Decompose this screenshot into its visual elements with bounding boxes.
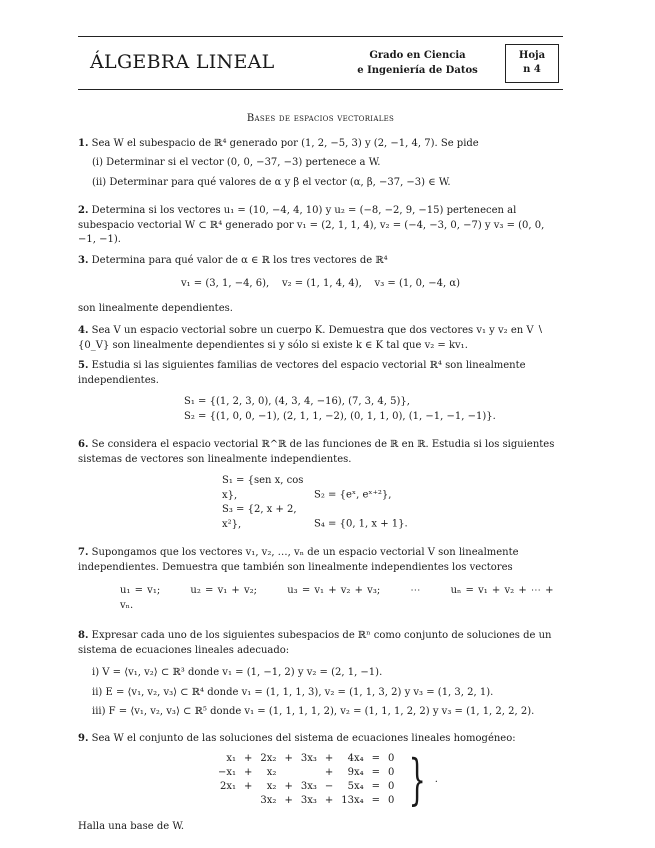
equation-row: [214, 752, 398, 766]
exercise-text: Expresar cada uno de los siguientes subespacios de ℝⁿ como conjunto de soluciones de un sistema de ecuaciones lineales adecuado:: [78, 630, 552, 656]
equation-term: +: [244, 753, 253, 764]
exercise-number: 4.: [78, 325, 89, 336]
equation-term: 3x₃: [300, 781, 317, 792]
exercise-text: Sea V un espacio vectorial sobre un cuerpo K. Demuestra que dos vectores v₁ y v₂ en V ∖ {0_V} son linealmente dependientes si y sólo si existe k ∈ K tal que v₂ = kv₁.: [78, 325, 544, 351]
exercise-number: 3.: [78, 254, 89, 266]
degree-name: [330, 48, 505, 78]
equation-term: 0: [388, 753, 395, 764]
equation-term: +: [244, 767, 253, 778]
right-brace: }: [408, 748, 427, 811]
sheet-number-box: [505, 44, 559, 83]
exercise-text: Se considera el espacio vectorial ℝ^ℝ de las funciones de ℝ en ℝ. Estudia si los siguientes sistemas de vectores son linealmente independientes.: [78, 439, 555, 465]
equation-term: 3x₃: [300, 753, 317, 764]
exercise-6-s4: S₄ = {0, 1, x + 1}.: [314, 518, 408, 530]
vector-u3: u₃ = v₁ + v₂ + v₃;: [287, 585, 381, 596]
sheet-line-1: Hoja: [518, 49, 546, 61]
header-rule: [78, 89, 563, 90]
header: [78, 37, 563, 89]
equations-table: [214, 752, 398, 808]
equation-term: 3x₃: [300, 795, 317, 806]
exercise-number: 5.: [78, 360, 89, 371]
exercise-1: [78, 137, 563, 152]
exercise-text: Determina para qué valor de α ∈ ℝ los tres vectores de ℝ⁴: [91, 254, 388, 266]
equation-term: +: [244, 781, 253, 792]
exercise-number: 6.: [78, 439, 89, 450]
equation-term: +: [284, 795, 293, 806]
exercise-8-part-ii: ii) E = ⟨v₁, v₂, v₃⟩ ⊂ ℝ⁴ donde v₁ = (1, 1, 1, 3), v₂ = (1, 1, 3, 2) y v₃ = (1, 3, 2, 1).: [92, 686, 494, 698]
equation-term: x₂: [266, 781, 277, 792]
equation-term: =: [371, 781, 380, 792]
equation-term: +: [324, 767, 334, 778]
exercise-text: Sea W el conjunto de las soluciones del sistema de ecuaciones lineales homogéneo:: [91, 732, 516, 744]
equation-term: 13x₄: [341, 795, 364, 806]
exercise-8-part-iii: iii) F = ⟨v₁, v₂, v₃⟩ ⊂ ℝ⁵ donde v₁ = (1, 1, 1, 1, 2), v₂ = (1, 1, 1, 2, 2) y v₃ = (1, 1, 2, 2, 2).: [92, 706, 535, 717]
exercise-9: [78, 732, 563, 747]
equation-term: x₂: [266, 767, 277, 778]
equation-term: 0: [388, 795, 395, 806]
linear-system: [214, 748, 563, 811]
exercise-5-s2: S₂ = {(1, 0, 0, −1), (2, 1, 1, −2), (0, 1, 1, 0), (1, −1, −1, −1)}.: [184, 410, 496, 422]
equation-term: +: [324, 753, 334, 764]
equation-term: [240, 794, 256, 808]
equation-term: +: [284, 753, 293, 764]
exercise-6-row-2: [222, 503, 563, 532]
exercise-number: 1.: [78, 137, 89, 149]
exercise-text: Supongamos que los vectores v₁, v₂, …, vₙ de un espacio vectorial V son linealmente independientes. Demuestra que también son linealmente independientes los vectores: [78, 547, 519, 573]
exercise-5: [78, 359, 563, 388]
exercise-3: [78, 254, 563, 269]
exercise-6-s1: S₁ = {sen x, cos x},: [222, 475, 304, 501]
exercise-text: Sea W el subespacio de ℝ⁴ generado por (1, 2, −5, 3) y (2, −1, 4, 7). Se pide: [91, 137, 479, 149]
course-title: ÁLGEBRA LINEAL: [90, 51, 275, 74]
equation-term: 5x₄: [347, 781, 364, 792]
equation-term: 3x₂: [260, 795, 277, 806]
exercise-3-conclusion: son linealmente dependientes.: [78, 302, 233, 314]
system-period: .: [434, 773, 438, 785]
equation-term: +: [284, 781, 293, 792]
degree-line-2: e Ingeniería de Datos: [357, 65, 478, 76]
equation-term: 2x₂: [260, 753, 277, 764]
equation-term: =: [371, 767, 380, 778]
equation-row: [214, 780, 398, 794]
equation-term: x₁: [226, 753, 237, 764]
exercise-7: [78, 546, 563, 575]
exercise-number: 2.: [78, 205, 89, 216]
equation-term: −x₁: [218, 767, 237, 778]
exercise-3-vectors: v₁ = (3, 1, −4, 6), v₂ = (1, 1, 4, 4), v₃ = (1, 0, −4, α): [180, 278, 461, 289]
exercise-5-s1: S₁ = {(1, 2, 3, 0), (4, 3, 4, −16), (7, 3, 4, 5)},: [184, 396, 410, 407]
equation-term: =: [371, 753, 380, 764]
equation-row: [214, 794, 398, 808]
vector-u1: u₁ = v₁;: [120, 585, 161, 596]
equation-term: 0: [388, 781, 395, 792]
exercise-6: [78, 438, 563, 467]
degree-line-1: Grado en Ciencia: [369, 50, 466, 61]
exercise-7-vectors: [120, 584, 563, 613]
exercise-number: 7.: [78, 547, 89, 558]
exercise-2: [78, 204, 563, 248]
section-title: Bases de espacios vectoriales: [246, 113, 395, 124]
exercise-6-s2: S₂ = {eˣ, eˣ⁺²},: [314, 489, 392, 501]
exercise-8: [78, 629, 563, 658]
equation-term: [214, 794, 240, 808]
equation-term: 4x₄: [347, 753, 364, 764]
ellipsis: ⋯: [410, 585, 421, 596]
equation-row: [214, 766, 398, 780]
sheet-line-2: n 4: [523, 64, 541, 75]
equation-term: 0: [388, 767, 395, 778]
exercise-6-s3: S₃ = {2, x + 2, x²},: [222, 504, 297, 530]
equation-term: 9x₄: [347, 767, 364, 778]
equation-term: −: [324, 781, 334, 792]
exercise-text: Determina si los vectores u₁ = (10, −4, 4, 10) y u₂ = (−8, −2, 9, −15) pertenecen al subespacio vectorial W ⊂ ℝ⁴ generado por v₁ = (2, 1, 1, 4), v₂ = (−4, −3, 0, −7) y v₃ = (0, 0, −1, −1).: [78, 205, 545, 245]
vector-u2: u₂ = v₁ + v₂;: [190, 585, 258, 596]
exercise-1-part-i: (i) Determinar si el vector (0, 0, −37, −3) pertenece a W.: [92, 157, 381, 168]
exercise-8-part-i: i) V = ⟨v₁, v₂⟩ ⊂ ℝ³ donde v₁ = (1, −1, 2) y v₂ = (2, 1, −1).: [92, 667, 383, 678]
exercise-1-part-ii: (ii) Determinar para qué valores de α y β el vector (α, β, −37, −3) ∈ W.: [92, 176, 451, 188]
equation-term: [297, 766, 321, 780]
exercise-6-row-1: [222, 474, 563, 503]
exercise-4: [78, 324, 563, 353]
worksheet-page: [78, 36, 563, 835]
equation-term: [280, 766, 296, 780]
vector-un: uₙ = v₁ + v₂ + ⋯ + vₙ.: [120, 585, 554, 611]
equation-term: +: [324, 795, 334, 806]
exercise-number: 9.: [78, 732, 89, 744]
equation-term: =: [371, 795, 380, 806]
exercise-text: Estudia si las siguientes familias de vectores del espacio vectorial ℝ⁴ son linealmente independientes.: [78, 360, 526, 386]
equation-term: 2x₁: [220, 781, 237, 792]
exercise-9-conclusion: Halla una base de W.: [78, 821, 185, 832]
exercise-number: 8.: [78, 630, 89, 641]
